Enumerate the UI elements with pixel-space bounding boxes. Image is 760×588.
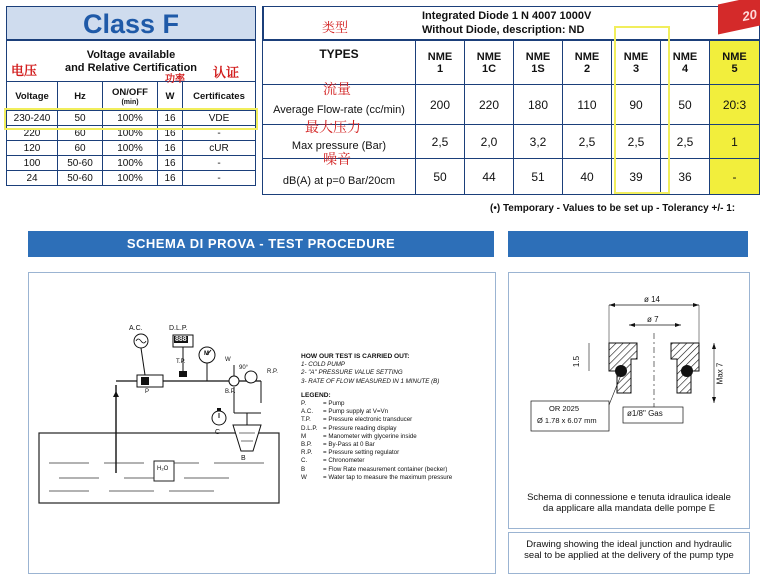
caption-en-panel (508, 532, 750, 574)
legend-value: = Pump supply at V=Vn (323, 408, 389, 416)
label-bp: B.P. (225, 389, 236, 395)
cell: 50 (416, 159, 465, 195)
legend-item (301, 425, 491, 433)
cell: 44 (465, 159, 514, 195)
dim-right: Max 7 (715, 362, 725, 385)
pump (137, 375, 163, 387)
legend-key: T.P. (301, 416, 311, 424)
legend-heading: LEGEND: (301, 391, 331, 399)
cell: 90 (612, 85, 661, 125)
tank-label: H₂O (157, 466, 169, 472)
model-number: 1 (436, 62, 444, 75)
diode-line1: Integrated Diode 1 N 4007 1000V (422, 10, 592, 22)
oring-line1: OR 2025 (549, 404, 580, 413)
cell: 220 (465, 85, 514, 125)
cell: 60 (58, 141, 103, 156)
legend-key: M (301, 432, 307, 440)
cell: VDE (183, 111, 256, 126)
cell: 110 (563, 85, 612, 125)
dim-outer: ø 14 (644, 295, 661, 304)
types-header (262, 6, 760, 40)
label-c: C (215, 429, 221, 436)
cell: 2,5 (612, 125, 661, 159)
voltage-header (7, 41, 256, 85)
annotation-voltage: 电压 (11, 64, 38, 79)
cell: - (183, 126, 256, 141)
legend-item (301, 474, 491, 482)
col-voltage: Voltage (7, 82, 58, 111)
label-p: P (145, 389, 150, 395)
model-number: 1S (531, 62, 545, 75)
legend-value: = Pressure electronic transducer (323, 416, 413, 424)
cell: 230-240 (7, 111, 58, 126)
cell: - (710, 159, 760, 195)
legend-block (301, 353, 491, 482)
caption-it-line1: Schema di connessione e tenuta idraulica ideale (527, 492, 731, 503)
col-onoff-label: ON/OFF (112, 87, 148, 98)
badge-text: 20 (742, 6, 757, 25)
cell: 36 (661, 159, 710, 195)
cell: 120 (7, 141, 58, 156)
model-name: NME (722, 50, 747, 63)
model-col (416, 41, 465, 85)
annotation-flow: 流量 (323, 82, 351, 98)
row-label: Average Flow-rate (cc/min) (273, 103, 405, 116)
legend-step: 2- "A" PRESSURE VALUE SETTING (301, 369, 403, 377)
col-w: W (158, 82, 183, 111)
cell: 51 (514, 159, 563, 195)
row-highlight (4, 108, 258, 130)
cell: 16 (158, 126, 183, 141)
legend-value: = Water tap to measure the maximum pressure (323, 473, 453, 481)
annotation-power: 功率 (165, 74, 185, 85)
model-name: NME (623, 50, 649, 63)
label-b: B (241, 455, 246, 462)
cell: 20:3 (710, 85, 760, 125)
cell: 39 (612, 159, 661, 195)
types-label-cell (263, 41, 416, 85)
col-onoff-unit: (min) (121, 99, 139, 106)
cell: 40 (563, 159, 612, 195)
model-name: NME (476, 50, 502, 63)
label-m: M (204, 351, 209, 357)
model-number: 2 (583, 62, 591, 75)
label-w: W (225, 357, 231, 363)
cell: 220 (7, 126, 58, 141)
model-col (710, 41, 760, 85)
oring-right (681, 365, 693, 377)
legend-item (301, 400, 491, 408)
legend-item (301, 441, 491, 449)
cell: 16 (158, 111, 183, 126)
model-name: NME (574, 50, 600, 63)
legend-item (301, 408, 491, 416)
annotation-pressure: 最大压力 (305, 120, 361, 136)
cell: 180 (514, 85, 563, 125)
oring-line2: Ø 1.78 x 6.07 mm (537, 416, 597, 425)
cell: 100% (103, 111, 158, 126)
types-table (262, 40, 760, 195)
legend-how-heading: HOW OUR TEST IS CARRIED OUT: (301, 353, 410, 360)
caption-en-line2: seal to be applied at the delivery of the pump type (524, 550, 734, 561)
caption-it-panel (508, 484, 750, 529)
cell: 24 (7, 171, 58, 186)
cell: 1 (710, 125, 760, 159)
cell: 200 (416, 85, 465, 125)
relative-cert-label: and Relative Certification (64, 62, 198, 74)
legend-step: 3- RATE OF FLOW MEASURED IN 1 MINUTE (B) (301, 377, 440, 385)
angle-label: 90° (239, 365, 249, 371)
section-bar-right (508, 231, 748, 257)
dim-left: 1.5 (572, 355, 582, 368)
legend-key: D.L.P. (301, 424, 318, 432)
cell: 100% (103, 156, 158, 171)
model-name: NME (427, 50, 453, 63)
caption-en-line1: Drawing showing the ideal junction and hydraulic (526, 539, 732, 550)
model-number: 4 (681, 62, 689, 75)
cell: 50 (58, 111, 103, 126)
label-rp: R.P. (267, 369, 278, 375)
dim-inner: ø 7 (647, 315, 659, 324)
cell: 100 (7, 156, 58, 171)
cell: - (183, 156, 256, 171)
fitting-drawing (509, 273, 749, 485)
voltage-available-label: Voltage available (86, 49, 176, 61)
legend-value: = Pressure reading display (323, 424, 397, 432)
model-number: 3 (632, 62, 640, 75)
annotation-cert: 认证 (213, 66, 240, 81)
transducer (179, 371, 187, 377)
legend-key: C. (301, 457, 308, 465)
cell: 2,5 (563, 125, 612, 159)
legend-item (301, 449, 491, 457)
legend-value: = Flow Rate measurement container (becker) (323, 465, 448, 473)
cell: 2,5 (661, 125, 710, 159)
water-tap-icon (229, 376, 239, 386)
model-name: NME (525, 50, 551, 63)
model-col (563, 41, 612, 85)
table-row (7, 141, 256, 156)
legend-key: P. (301, 400, 307, 408)
section-title-test: SCHEMA DI PROVA - TEST PROCEDURE (28, 231, 494, 257)
model-col (514, 41, 563, 85)
cell: 60 (58, 126, 103, 141)
test-diagram-panel (28, 272, 496, 574)
model-name: NME (672, 50, 698, 63)
cell: 100% (103, 126, 158, 141)
pump-body (141, 377, 149, 385)
cell: 16 (158, 171, 183, 186)
annotation-noise: 噪音 (323, 152, 351, 168)
test-diagram (29, 273, 299, 573)
cell: 3,2 (514, 125, 563, 159)
legend-item (301, 416, 491, 424)
legend-item (301, 457, 491, 465)
table-row (7, 156, 256, 171)
class-title: Class F (6, 6, 256, 40)
cell: - (183, 171, 256, 186)
cell: 2,5 (416, 125, 465, 159)
legend-value: = Pressure setting regulator (323, 449, 400, 457)
legend-key: B (301, 465, 306, 473)
cell: 50-60 (58, 156, 103, 171)
display-reading: 888 (175, 336, 187, 343)
col-onoff (103, 82, 158, 111)
cell: 50-60 (58, 171, 103, 186)
label-tp: T.P. (176, 359, 186, 365)
beaker-icon (233, 425, 261, 451)
table-row (7, 171, 256, 186)
legend-value: = Manometer with glycerine inside (323, 432, 417, 440)
types-label: TYPES (319, 47, 359, 61)
fitting-drawing-panel (508, 272, 750, 486)
row-label: Max pressure (Bar) (291, 139, 387, 152)
annotation-types: 类型 (322, 21, 349, 36)
legend-item (301, 433, 491, 441)
label-dlp: D.L.P. (169, 325, 188, 332)
col-certificates: Certificates (183, 82, 256, 111)
pressure-regulator-icon (245, 371, 257, 383)
cell: 2,0 (465, 125, 514, 159)
model-number: 5 (731, 62, 738, 75)
cell: 100% (103, 171, 158, 186)
flow-arrow (113, 391, 119, 397)
legend-key: W (301, 473, 307, 481)
model-col (465, 41, 514, 85)
col-hz: Hz (58, 82, 103, 111)
caption-it-line2: da applicare alla mandata delle pompe E (542, 503, 716, 514)
cell: cUR (183, 141, 256, 156)
legend-key: A.C. (301, 408, 314, 416)
cell: 50 (661, 85, 710, 125)
cell: 16 (158, 156, 183, 171)
label-ac: A.C. (129, 325, 143, 332)
row-label: dB(A) at p=0 Bar/20cm (282, 174, 396, 187)
cell: 16 (158, 141, 183, 156)
row-label-cell (263, 152, 416, 195)
legend-item (301, 466, 491, 474)
model-number: 1C (481, 62, 497, 75)
legend-value: = By-Pass at 0 Bar (323, 441, 375, 449)
footnote: (•) Temporary - Values to be set up - Tolerancy +/- 1: (490, 203, 736, 214)
gas-label: ø1/8" Gas (627, 409, 663, 418)
legend-step: 1- COLD PUMP (301, 361, 346, 369)
legend-key: B.P. (301, 441, 312, 449)
nme3-highlight (614, 26, 670, 194)
legend-value: = Pump (323, 400, 345, 408)
diode-line2: Without Diode, description: ND (422, 24, 585, 36)
legend-key: R.P. (301, 449, 313, 457)
legend-value: = Chronometer (323, 457, 365, 465)
cell: 100% (103, 141, 158, 156)
